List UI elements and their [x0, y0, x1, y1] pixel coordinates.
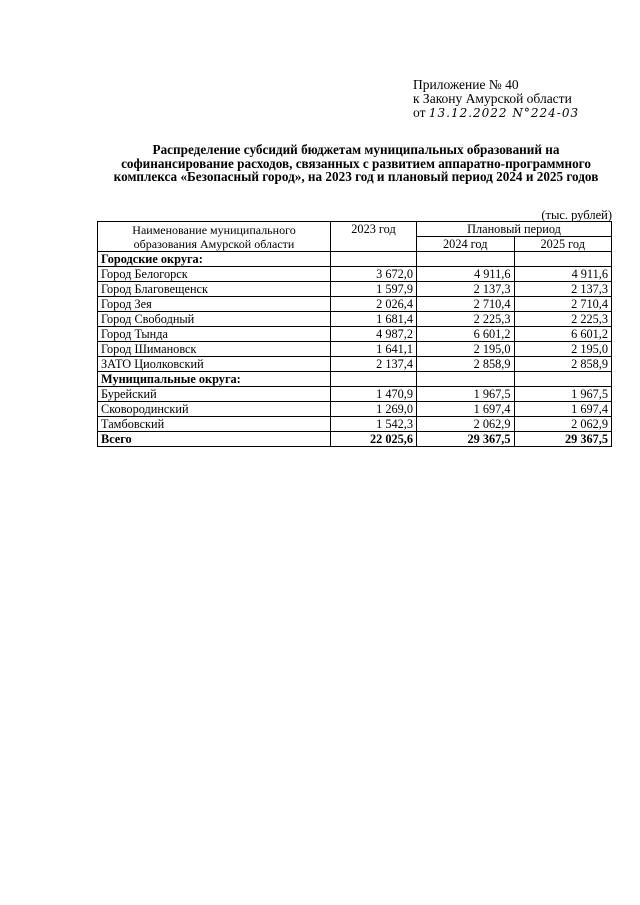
row-name: Всего	[98, 432, 331, 447]
total-row	[98, 432, 612, 447]
table-row	[98, 282, 612, 297]
row-name: ЗАТО Циолковский	[98, 357, 331, 372]
table-row	[98, 327, 612, 342]
appendix-date-line	[413, 106, 579, 120]
row-name: Город Свободный	[98, 312, 331, 327]
row-value-2025: 4 911,6	[514, 267, 612, 282]
row-name: Город Зея	[98, 297, 331, 312]
row-value-2023: 3 672,0	[331, 267, 417, 282]
row-value-2023: 1 470,9	[331, 387, 417, 402]
row-value-2024: 1 697,4	[417, 402, 515, 417]
row-name: Сковородинский	[98, 402, 331, 417]
section-row	[98, 252, 612, 267]
header-2023: 2023 год	[331, 222, 417, 252]
section-row	[98, 372, 612, 387]
row-value-2023: 2 026,4	[331, 297, 417, 312]
row-value-2023: 1 641,1	[331, 342, 417, 357]
row-value-2024: 2 062,9	[417, 417, 515, 432]
header-2025: 2025 год	[514, 237, 612, 252]
row-value-2025: 1 697,4	[514, 402, 612, 417]
row-name: Город Шимановск	[98, 342, 331, 357]
table-body	[98, 252, 612, 447]
row-value-2025: 2 137,3	[514, 282, 612, 297]
row-value-2023: 1 269,0	[331, 402, 417, 417]
appendix-number: Приложение № 40	[413, 77, 519, 92]
table-row	[98, 357, 612, 372]
row-value-2024: 2 710,4	[417, 297, 515, 312]
table-header-row	[98, 222, 612, 237]
row-value-2025: 2 225,3	[514, 312, 612, 327]
row-value-2025: 2 062,9	[514, 417, 612, 432]
row-value-2025: 2 710,4	[514, 297, 612, 312]
row-value-2023: 1 542,3	[331, 417, 417, 432]
row-value-2024: 29 367,5	[417, 432, 515, 447]
row-value-2024: 2 195,0	[417, 342, 515, 357]
table-row	[98, 267, 612, 282]
table-row	[98, 417, 612, 432]
units-label: (тыс. рублей)	[541, 208, 612, 222]
header-2024: 2024 год	[417, 237, 515, 252]
table-row	[98, 342, 612, 357]
section-label: Городские округа:	[98, 252, 331, 267]
row-value-2025: 1 967,5	[514, 387, 612, 402]
row-value-2024: 2 225,3	[417, 312, 515, 327]
row-value-2023: 1 681,4	[331, 312, 417, 327]
row-value-2023: 22 025,6	[331, 432, 417, 447]
row-name: Город Тында	[98, 327, 331, 342]
row-value-2023: 1 597,9	[331, 282, 417, 297]
row-value-2025: 6 601,2	[514, 327, 612, 342]
row-value-2024: 4 911,6	[417, 267, 515, 282]
handwritten-date: 13.12.2022 N°224-03	[428, 106, 580, 120]
appendix-law: к Закону Амурской области	[413, 91, 572, 106]
row-name: Город Белогорск	[98, 267, 331, 282]
row-value-2024: 2 137,3	[417, 282, 515, 297]
row-name: Тамбовский	[98, 417, 331, 432]
header-planned-period: Плановый период	[417, 222, 612, 237]
row-name: Бурейский	[98, 387, 331, 402]
row-value-2024: 6 601,2	[417, 327, 515, 342]
document-title: Распределение субсидий бюджетам муниципальных образований на софинансирование расходов, связанных с развитием аппаратно-программного комплекса «Безопасный город», на 2023 год и плановый период 2024 и 2025 годов	[113, 142, 599, 184]
row-value-2024: 2 858,9	[417, 357, 515, 372]
row-name: Город Благовещенск	[98, 282, 331, 297]
table-row	[98, 387, 612, 402]
row-value-2025: 2 858,9	[514, 357, 612, 372]
section-label: Муниципальные округа:	[98, 372, 331, 387]
table-row	[98, 402, 612, 417]
subsidy-table	[97, 221, 612, 447]
table-row	[98, 297, 612, 312]
appendix-date-prefix: от	[413, 105, 426, 120]
header-name: Наименование муниципального образования Амурской области	[98, 222, 331, 252]
row-value-2023: 2 137,4	[331, 357, 417, 372]
row-value-2023: 4 987,2	[331, 327, 417, 342]
row-value-2024: 1 967,5	[417, 387, 515, 402]
appendix-block	[413, 78, 579, 120]
row-value-2025: 2 195,0	[514, 342, 612, 357]
table-row	[98, 312, 612, 327]
row-value-2025: 29 367,5	[514, 432, 612, 447]
